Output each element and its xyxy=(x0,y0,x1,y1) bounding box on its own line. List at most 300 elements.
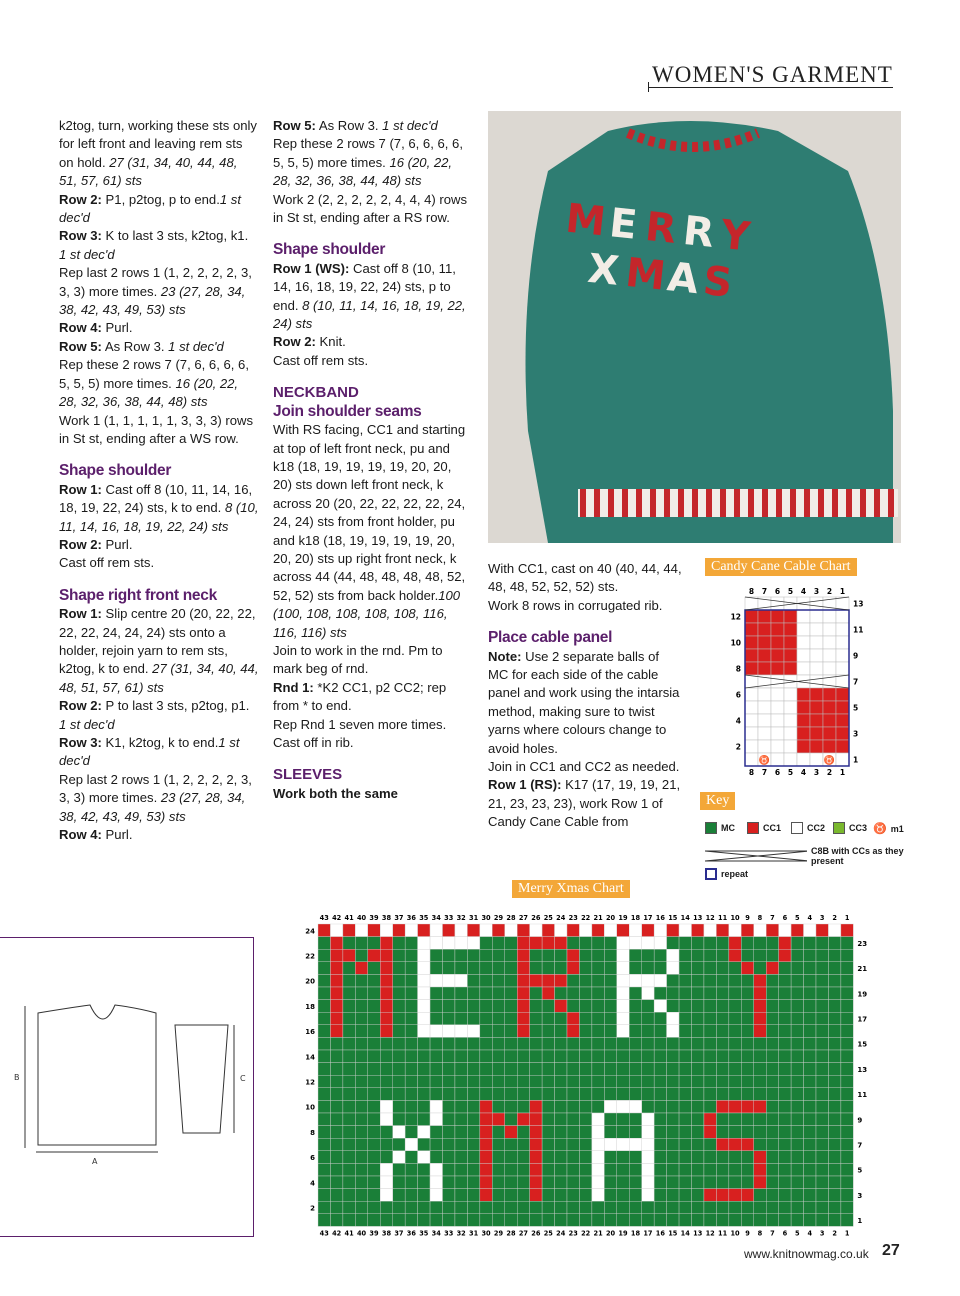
chart-cell xyxy=(692,1176,704,1189)
chart-cell xyxy=(505,937,517,950)
chart-cell xyxy=(745,662,758,675)
chart-cell xyxy=(555,1163,567,1176)
chart-cell xyxy=(430,1189,442,1202)
chart-cell xyxy=(405,1189,417,1202)
chart-cell xyxy=(642,1037,654,1050)
chart-cell xyxy=(754,1151,766,1164)
chart-cell xyxy=(754,949,766,962)
chart-cell xyxy=(567,1214,579,1227)
column-number: 37 xyxy=(394,914,404,922)
text-column-1 xyxy=(59,117,259,844)
column-number: 1 xyxy=(844,1229,850,1238)
chart-cell xyxy=(704,1000,716,1013)
chart-cell xyxy=(592,1138,604,1151)
chart-cell xyxy=(816,1088,828,1101)
chart-cell xyxy=(455,962,467,975)
chart-cell xyxy=(505,1075,517,1088)
chart-cell xyxy=(592,924,604,937)
chart-cell xyxy=(430,949,442,962)
chart-cell xyxy=(642,1151,654,1164)
chart-cell xyxy=(642,1176,654,1189)
chart-cell xyxy=(642,1088,654,1101)
row-number: 8 xyxy=(735,664,741,674)
chart-cell xyxy=(467,1012,479,1025)
chart-cell xyxy=(555,1050,567,1063)
column-number: 4 xyxy=(800,587,807,596)
chart-cell xyxy=(418,1201,430,1214)
chart-cell xyxy=(716,1138,728,1151)
chart-cell xyxy=(779,987,791,1000)
chart-cell xyxy=(841,937,853,950)
svg-text:M: M xyxy=(563,195,608,246)
chart-cell xyxy=(810,597,823,610)
chart-cell xyxy=(592,1100,604,1113)
chart-cell xyxy=(418,924,430,937)
chart-cell xyxy=(480,1088,492,1101)
chart-cell xyxy=(841,1126,853,1139)
chart-cell xyxy=(679,924,691,937)
key-repeat: repeat xyxy=(721,869,749,879)
chart-cell xyxy=(492,924,504,937)
chart-cell xyxy=(766,1000,778,1013)
chart-cell xyxy=(393,1163,405,1176)
chart-cell xyxy=(430,1063,442,1076)
chart-cell xyxy=(530,1176,542,1189)
chart-cell xyxy=(480,1063,492,1076)
chart-cell xyxy=(480,1075,492,1088)
chart-cell xyxy=(517,1189,529,1202)
chart-cell xyxy=(418,1113,430,1126)
chart-cell xyxy=(368,1189,380,1202)
chart-cell xyxy=(716,1000,728,1013)
chart-cell xyxy=(804,1025,816,1038)
chart-cell xyxy=(480,1025,492,1038)
chart-cell xyxy=(380,1012,392,1025)
chart-cell xyxy=(841,962,853,975)
chart-cell xyxy=(318,1189,330,1202)
chart-cell xyxy=(828,1063,840,1076)
chart-cell xyxy=(754,937,766,950)
cc2-swatch xyxy=(791,822,803,834)
chart-cell xyxy=(741,1189,753,1202)
chart-cell xyxy=(741,1163,753,1176)
chart-cell xyxy=(380,1138,392,1151)
chart-cell xyxy=(530,937,542,950)
chart-cell xyxy=(393,949,405,962)
chart-cell xyxy=(841,1075,853,1088)
chart-cell xyxy=(592,1075,604,1088)
chart-cell xyxy=(741,962,753,975)
column-number: 2 xyxy=(826,587,833,596)
chart-cell xyxy=(592,1050,604,1063)
section-heading: Shape shoulder xyxy=(273,241,386,259)
row-number: 6 xyxy=(310,1154,315,1163)
chart-cell xyxy=(405,937,417,950)
chart-cell xyxy=(836,753,849,766)
chart-cell xyxy=(679,1075,691,1088)
chart-cell xyxy=(771,714,784,727)
chart-cell xyxy=(804,924,816,937)
column-number: 13 xyxy=(693,1229,703,1238)
column-number: 5 xyxy=(795,1229,800,1238)
chart-cell xyxy=(741,1075,753,1088)
paragraph: Work 8 rows in corrugated rib. xyxy=(488,597,663,613)
chart-cell xyxy=(704,1063,716,1076)
mc-swatch xyxy=(705,822,717,834)
chart-cell xyxy=(667,1176,679,1189)
column-number: 12 xyxy=(705,914,715,922)
chart-cell xyxy=(642,949,654,962)
chart-cell xyxy=(579,1025,591,1038)
chart-cell xyxy=(654,962,666,975)
chart-cell xyxy=(754,1113,766,1126)
chart-cell xyxy=(480,1163,492,1176)
chart-cell xyxy=(667,1037,679,1050)
chart-cell xyxy=(492,1037,504,1050)
chart-cell xyxy=(405,1088,417,1101)
paragraph: Rep these 2 rows 7 (7, 6, 6, 6, 6, 5, 5, 5) more times. 16 (20, 22, 28, 32, 36, 38, 44, 48) sts xyxy=(273,136,463,189)
chart-cell xyxy=(823,662,836,675)
chart-cell xyxy=(841,949,853,962)
chart-cell xyxy=(567,1189,579,1202)
column-number: 10 xyxy=(730,1229,740,1238)
chart-cell xyxy=(841,987,853,1000)
chart-cell xyxy=(654,937,666,950)
chart-cell xyxy=(667,1063,679,1076)
chart-cell xyxy=(692,1088,704,1101)
column-number: 18 xyxy=(630,914,641,922)
chart-cell xyxy=(654,1151,666,1164)
column-number: 26 xyxy=(531,914,541,922)
chart-cell xyxy=(380,1163,392,1176)
chart-cell xyxy=(530,1214,542,1227)
column-number: 27 xyxy=(518,1229,529,1238)
chart-cell xyxy=(418,962,430,975)
chart-cell xyxy=(418,1000,430,1013)
chart-cell xyxy=(430,1163,442,1176)
chart-cell xyxy=(754,1126,766,1139)
chart-cell xyxy=(692,1037,704,1050)
paragraph: Row 5: As Row 3. 1 st dec'd xyxy=(59,338,224,354)
row-number: 3 xyxy=(857,1191,863,1200)
chart-cell xyxy=(617,1088,629,1101)
chart-cell xyxy=(418,1025,430,1038)
chart-cell xyxy=(766,1113,778,1126)
chart-cell xyxy=(667,1012,679,1025)
chart-cell xyxy=(604,1201,616,1214)
chart-cell xyxy=(816,987,828,1000)
chart-cell xyxy=(716,974,728,987)
dimension-c-label: C xyxy=(240,1074,246,1083)
chart-cell xyxy=(642,1126,654,1139)
chart-cell xyxy=(530,987,542,1000)
chart-cell xyxy=(766,1037,778,1050)
chart-cell xyxy=(729,1012,741,1025)
row-number: 20 xyxy=(305,977,315,986)
chart-cell xyxy=(567,1151,579,1164)
chart-cell xyxy=(804,1063,816,1076)
chart-cell xyxy=(716,962,728,975)
chart-cell xyxy=(692,1000,704,1013)
chart-cell xyxy=(393,1100,405,1113)
chart-cell xyxy=(380,1189,392,1202)
column-number: 42 xyxy=(332,1229,342,1238)
chart-cell xyxy=(604,1214,616,1227)
chart-cell xyxy=(592,937,604,950)
chart-cell xyxy=(704,1201,716,1214)
chart-cell xyxy=(745,740,758,753)
paragraph: Row 4: Purl. xyxy=(59,320,133,336)
chart-cell xyxy=(443,1063,455,1076)
chart-cell xyxy=(791,937,803,950)
chart-cell xyxy=(418,1151,430,1164)
chart-cell xyxy=(355,1025,367,1038)
chart-cell xyxy=(455,1201,467,1214)
chart-cell xyxy=(555,1075,567,1088)
chart-cell xyxy=(754,1189,766,1202)
column-number: 28 xyxy=(506,1229,516,1238)
chart-cell xyxy=(704,1050,716,1063)
row-number: 3 xyxy=(853,729,859,739)
chart-cell xyxy=(810,701,823,714)
chart-cell xyxy=(393,1214,405,1227)
chart-cell xyxy=(836,688,849,701)
header-rule xyxy=(648,87,893,88)
chart-cell xyxy=(745,727,758,740)
chart-cell xyxy=(629,1126,641,1139)
row-number: 9 xyxy=(857,1116,863,1125)
chart-cell xyxy=(729,1037,741,1050)
column-number: 35 xyxy=(419,914,429,922)
paragraph: Row 4: Purl. xyxy=(59,827,133,843)
chart-cell xyxy=(579,1176,591,1189)
chart-cell xyxy=(318,1037,330,1050)
chart-cell xyxy=(816,949,828,962)
chart-cell xyxy=(766,1214,778,1227)
chart-cell xyxy=(667,924,679,937)
paragraph: Rep Rnd 1 seven more times. xyxy=(273,716,447,732)
chart-cell xyxy=(828,1088,840,1101)
chart-cell xyxy=(629,924,641,937)
paragraph: Row 1: Slip centre 20 (20, 22, 22, 22, 22, 24, 24, 24) sts onto a holder, rejoin yarn to rem sts, k2tog, k to end. 27 (31, 34, 40, 44, 48, 51, 57, 61) sts xyxy=(59,606,259,695)
row-number: 21 xyxy=(857,965,868,974)
garment-schematic xyxy=(0,937,254,1237)
paragraph: Rnd 1: *K2 CC1, p2 CC2; rep from * to end. xyxy=(273,679,447,714)
column-number: 20 xyxy=(605,914,616,922)
chart-cell xyxy=(343,1050,355,1063)
chart-cell xyxy=(828,1012,840,1025)
column-number: 17 xyxy=(643,914,653,922)
chart-cell xyxy=(797,649,810,662)
chart-cell xyxy=(380,1075,392,1088)
chart-cell xyxy=(766,949,778,962)
chart-cell xyxy=(393,1000,405,1013)
chart-cell xyxy=(642,1050,654,1063)
chart-cell xyxy=(393,1113,405,1126)
paragraph: Row 5: As Row 3. 1 st dec'd xyxy=(273,118,438,133)
chart-cell xyxy=(791,1037,803,1050)
chart-cell xyxy=(455,1214,467,1227)
chart-cell xyxy=(368,1100,380,1113)
chart-cell xyxy=(642,1000,654,1013)
chart-cell xyxy=(355,937,367,950)
chart-cell xyxy=(810,623,823,636)
chart-cell xyxy=(704,924,716,937)
key-cc3: CC3 xyxy=(849,823,868,833)
chart-cell xyxy=(791,1189,803,1202)
chart-cell xyxy=(405,1063,417,1076)
chart-cell xyxy=(555,987,567,1000)
chart-cell xyxy=(679,1189,691,1202)
chart-cell xyxy=(810,662,823,675)
chart-cell xyxy=(443,962,455,975)
chart-cell xyxy=(492,1050,504,1063)
chart-cell xyxy=(617,937,629,950)
chart-cell xyxy=(343,924,355,937)
svg-text:R: R xyxy=(680,207,717,257)
chart-cell xyxy=(579,974,591,987)
chart-cell xyxy=(758,727,771,740)
chart-cell xyxy=(716,1050,728,1063)
chart-cell xyxy=(555,1012,567,1025)
chart-cell xyxy=(380,1126,392,1139)
chart-cell xyxy=(791,1151,803,1164)
chart-cell xyxy=(393,937,405,950)
chart-cell xyxy=(393,1025,405,1038)
svg-text:S: S xyxy=(700,258,735,307)
chart-cell xyxy=(766,1189,778,1202)
chart-cell xyxy=(480,1151,492,1164)
section-heading: Place cable panel xyxy=(488,629,613,647)
chart-cell xyxy=(667,1113,679,1126)
row-number: 15 xyxy=(857,1040,868,1049)
chart-cell xyxy=(330,1176,342,1189)
chart-cell xyxy=(542,962,554,975)
chart-cell xyxy=(766,1176,778,1189)
chart-cell xyxy=(617,962,629,975)
column-number: 11 xyxy=(718,914,728,922)
chart-cell xyxy=(766,987,778,1000)
chart-cell xyxy=(828,937,840,950)
chart-cell xyxy=(716,1075,728,1088)
chart-cell xyxy=(330,1025,342,1038)
column-number: 3 xyxy=(813,587,820,596)
chart-cell xyxy=(567,1075,579,1088)
c8b-cable-icon xyxy=(705,850,807,862)
chart-cell xyxy=(480,1138,492,1151)
chart-cell xyxy=(579,1075,591,1088)
chart-cell xyxy=(604,1063,616,1076)
section-heading: SLEEVES xyxy=(273,766,343,784)
chart-cell xyxy=(480,1176,492,1189)
candy-cane-chart-label: Candy Cane Cable Chart xyxy=(705,558,857,576)
chart-cell xyxy=(667,1025,679,1038)
chart-cell xyxy=(505,1138,517,1151)
column-number: 42 xyxy=(332,914,342,922)
chart-cell xyxy=(443,1050,455,1063)
m1-icon: ♉ xyxy=(873,823,887,835)
chart-cell xyxy=(505,1126,517,1139)
chart-cell xyxy=(492,1100,504,1113)
chart-cell xyxy=(330,1075,342,1088)
chart-cell xyxy=(823,649,836,662)
chart-cell xyxy=(823,623,836,636)
paragraph: Row 1 (WS): Cast off 8 (10, 11, 14, 16, 18, 19, 22, 24) sts, p to end. 8 (10, 11, 14, 16, 18, 19, 22, 24) sts xyxy=(273,260,466,332)
chart-cell xyxy=(443,1113,455,1126)
chart-cell xyxy=(642,1201,654,1214)
chart-cell xyxy=(480,1113,492,1126)
chart-cell xyxy=(741,1100,753,1113)
chart-cell xyxy=(828,974,840,987)
chart-cell xyxy=(741,1012,753,1025)
chart-cell xyxy=(704,1075,716,1088)
chart-cell xyxy=(617,1037,629,1050)
chart-cell xyxy=(791,1176,803,1189)
chart-cell xyxy=(816,1201,828,1214)
chart-cell xyxy=(604,1151,616,1164)
paragraph: Row 2: P1, p2tog, p to end.1 st dec'd xyxy=(59,191,241,226)
chart-cell xyxy=(530,949,542,962)
chart-cell xyxy=(530,1075,542,1088)
chart-cell xyxy=(828,1075,840,1088)
chart-cell xyxy=(355,1088,367,1101)
chart-cell xyxy=(555,974,567,987)
chart-cell xyxy=(642,1100,654,1113)
chart-cell xyxy=(343,1176,355,1189)
chart-cell xyxy=(823,688,836,701)
chart-cell xyxy=(430,1151,442,1164)
chart-cell xyxy=(810,688,823,701)
chart-cell xyxy=(567,924,579,937)
row-number: 13 xyxy=(857,1065,868,1074)
chart-cell xyxy=(779,1025,791,1038)
column-number: 6 xyxy=(774,587,781,596)
chart-cell xyxy=(604,1088,616,1101)
chart-cell xyxy=(704,1113,716,1126)
chart-cell xyxy=(330,1088,342,1101)
chart-cell xyxy=(405,1201,417,1214)
chart-cell xyxy=(679,987,691,1000)
chart-cell xyxy=(692,1063,704,1076)
chart-cell xyxy=(804,1037,816,1050)
chart-cell xyxy=(679,1176,691,1189)
chart-cell xyxy=(779,1151,791,1164)
chart-cell xyxy=(368,1113,380,1126)
chart-cell xyxy=(355,949,367,962)
chart-cell xyxy=(836,714,849,727)
chart-cell xyxy=(828,924,840,937)
chart-cell xyxy=(679,1201,691,1214)
chart-cell xyxy=(784,701,797,714)
chart-cell xyxy=(692,1126,704,1139)
chart-cell xyxy=(592,974,604,987)
chart-cell xyxy=(579,1214,591,1227)
chart-cell xyxy=(505,1163,517,1176)
chart-cell xyxy=(430,937,442,950)
chart-cell xyxy=(716,1189,728,1202)
column-number: 9 xyxy=(745,914,750,922)
chart-cell xyxy=(791,924,803,937)
chart-cell xyxy=(754,1163,766,1176)
chart-cell xyxy=(355,1138,367,1151)
chart-cell xyxy=(517,1050,529,1063)
chart-cell xyxy=(455,1189,467,1202)
chart-cell xyxy=(567,1050,579,1063)
chart-cell xyxy=(430,1100,442,1113)
chart-cell xyxy=(617,1138,629,1151)
chart-cell xyxy=(745,753,758,766)
chart-cell xyxy=(816,1000,828,1013)
